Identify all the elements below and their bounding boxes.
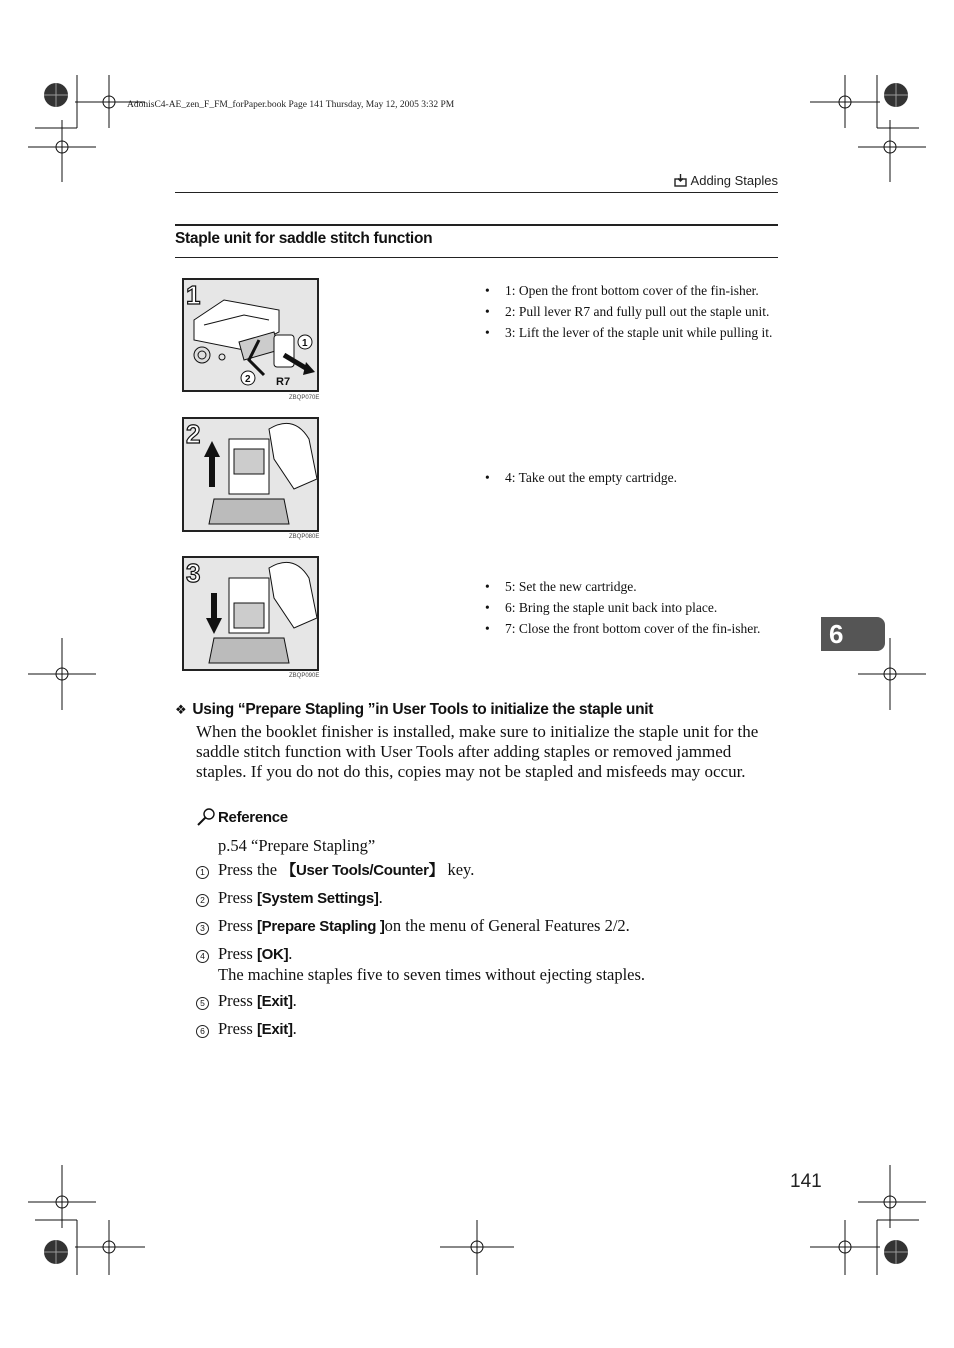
- step-text: Press the: [218, 860, 282, 879]
- figure-1-callout-1: 1: [302, 338, 308, 349]
- step-text: on the menu of General Features 2/2.: [384, 916, 630, 935]
- step-text: .: [292, 991, 297, 1010]
- running-head-title: Adding Staples: [690, 173, 778, 188]
- step-text: .: [288, 944, 293, 963]
- key-label: [Exit]: [256, 1021, 293, 1038]
- figure-step-2: [182, 417, 319, 532]
- reference-text: p.54 “Prepare Stapling”: [218, 836, 376, 855]
- subhead: [175, 701, 653, 719]
- reference-heading: [196, 808, 288, 826]
- header-rule: [175, 192, 778, 193]
- list-item: • 1: Open the front bottom cover of the fin-isher.: [485, 282, 780, 299]
- step-item: [196, 1019, 780, 1041]
- step-number: 3: [196, 922, 209, 935]
- figure-2-code: ZBQP080E: [289, 534, 320, 540]
- page-number: 141: [790, 1171, 822, 1192]
- key-label: [System Settings]: [256, 890, 379, 907]
- step-item: [196, 860, 780, 882]
- book-header: AdonisC4-AE_zen_F_FM_forPaper.book Page 141 Thursday, May 12, 2005 3:32 PM: [127, 100, 455, 110]
- step-list: [196, 860, 780, 1047]
- step-item: [196, 944, 780, 985]
- figure-1-callout-2: 2: [245, 374, 251, 385]
- key-label: [OK]: [256, 946, 289, 963]
- step-text: Press: [218, 1019, 257, 1038]
- figure-3-bullets: [485, 578, 780, 641]
- key-label: [Exit]: [256, 993, 293, 1010]
- step-text: Press: [218, 916, 257, 935]
- figure-1-lever-label: R7: [276, 376, 291, 388]
- step-text: Press: [218, 991, 257, 1010]
- step-item: [196, 888, 780, 910]
- key-label: [Prepare Stapling ]: [256, 918, 385, 935]
- figure-1-step-label: 1: [186, 280, 201, 310]
- subhead-text: Using “Prepare Stapling ”in User Tools to initialize the staple unit: [192, 701, 654, 718]
- list-item: • 3: Lift the lever of the staple unit while pulling it.: [485, 324, 780, 341]
- figure-step-1: [182, 278, 319, 392]
- figure-1-bullets: [485, 282, 780, 345]
- step-item: [196, 991, 780, 1013]
- figure-step-3: [182, 556, 319, 671]
- list-item: • 5: Set the new cartridge.: [485, 578, 780, 595]
- section-rule-top: [175, 224, 778, 226]
- figure-2-step-label: 2: [186, 419, 201, 449]
- step-number: 5: [196, 997, 209, 1010]
- step-text: Press: [218, 944, 257, 963]
- step-item: [196, 916, 780, 938]
- step-text: Press: [218, 888, 257, 907]
- key-label: 【User Tools/Counter】: [281, 862, 444, 879]
- reference-label: Reference: [218, 809, 288, 826]
- magnifier-icon: [196, 808, 216, 826]
- list-item: • 7: Close the front bottom cover of the fin-isher.: [485, 620, 780, 637]
- step-number: 1: [196, 866, 209, 879]
- figure-1-code: ZBQP070E: [289, 395, 320, 401]
- list-item: • 2: Pull lever R7 and fully pull out the staple unit.: [485, 303, 780, 320]
- body-paragraph: When the booklet finisher is installed, make sure to initialize the staple unit for the saddle stitch function with User Tools after adding staples or removed jammed staples. If you do not do this, copies may not be stapled and misfeeds may occur.: [196, 722, 759, 781]
- list-item: • 6: Bring the staple unit back into place.: [485, 599, 780, 616]
- chapter-tab: 6: [821, 617, 885, 651]
- staple-icon: [674, 174, 687, 187]
- section-rule-bottom: [175, 257, 778, 258]
- figure-2-bullets: [485, 469, 780, 490]
- step-text: .: [378, 888, 383, 907]
- figure-3-code: ZBQP090E: [289, 673, 320, 679]
- step-note: The machine staples five to seven times without ejecting staples.: [218, 965, 646, 984]
- step-number: 6: [196, 1025, 209, 1038]
- step-number: 4: [196, 950, 209, 963]
- section-title: Staple unit for saddle stitch function: [175, 230, 433, 247]
- step-text: .: [292, 1019, 297, 1038]
- step-text: key.: [443, 860, 475, 879]
- running-head: [674, 173, 778, 188]
- figure-3-step-label: 3: [186, 558, 201, 588]
- subhead-marker: ❖: [175, 702, 187, 717]
- step-number: 2: [196, 894, 209, 907]
- list-item: • 4: Take out the empty cartridge.: [485, 469, 780, 486]
